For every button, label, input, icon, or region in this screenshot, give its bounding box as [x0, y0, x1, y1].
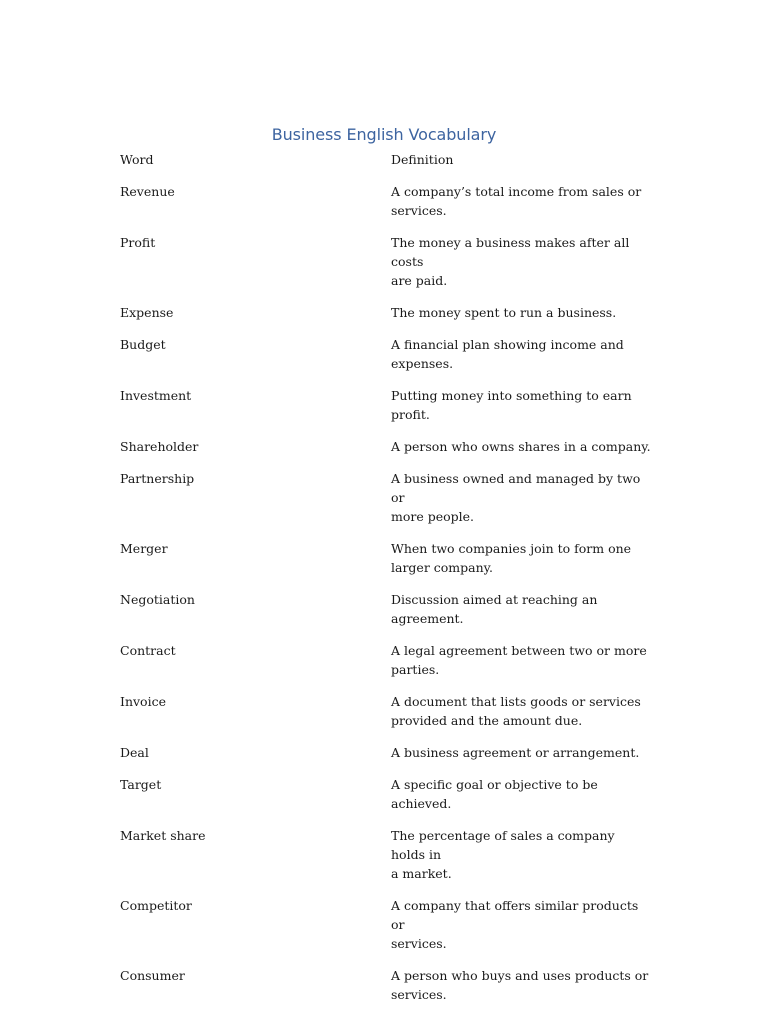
- vocabulary-definition: [391, 641, 652, 679]
- table-row: [120, 469, 652, 526]
- definition-line: profit.: [391, 407, 430, 422]
- vocabulary-definition: [391, 437, 652, 456]
- definition-line: When two companies join to form one: [391, 541, 632, 556]
- vocabulary-definition: [391, 386, 652, 424]
- definition-line: A document that lists goods or services: [391, 694, 641, 709]
- definition-line: provided and the amount due.: [391, 713, 583, 728]
- table-row: [120, 641, 652, 679]
- table-row: [120, 692, 652, 730]
- definition-line: are paid.: [391, 273, 448, 288]
- table-header-row: [120, 150, 652, 169]
- vocabulary-definition: [391, 590, 652, 628]
- vocabulary-definition: [391, 743, 652, 762]
- definition-line: A business agreement or arrangement.: [391, 745, 640, 760]
- vocabulary-word: Profit: [120, 235, 156, 250]
- table-row: [120, 233, 652, 290]
- vocabulary-definition: [391, 775, 652, 813]
- definition-line: more people.: [391, 509, 475, 524]
- vocabulary-table: [120, 150, 652, 1017]
- definition-line: The percentage of sales a company holds in: [391, 828, 615, 862]
- vocabulary-definition: [391, 896, 652, 953]
- vocabulary-word: Investment: [120, 388, 192, 403]
- definition-line: agreement.: [391, 611, 464, 626]
- table-row: [120, 182, 652, 220]
- definition-line: services.: [391, 987, 447, 1002]
- word-column-header: Word: [120, 152, 154, 167]
- vocabulary-word: Invoice: [120, 694, 166, 709]
- definition-line: A company that offers similar products or: [391, 898, 639, 932]
- vocabulary-word: Negotiation: [120, 592, 195, 607]
- table-row: [120, 539, 652, 577]
- vocabulary-word: Budget: [120, 337, 166, 352]
- definition-line: Putting money into something to earn: [391, 388, 632, 403]
- vocabulary-word: Deal: [120, 745, 149, 760]
- definition-line: A company’s total income from sales or: [391, 184, 642, 199]
- definition-line: expenses.: [391, 356, 454, 371]
- table-row: [120, 896, 652, 953]
- definition-line: A person who buys and uses products or: [391, 968, 649, 983]
- document-title: Business English Vocabulary: [271, 125, 497, 144]
- vocabulary-word: Consumer: [120, 968, 185, 983]
- vocabulary-word: Competitor: [120, 898, 192, 913]
- vocabulary-word: Merger: [120, 541, 168, 556]
- definition-line: parties.: [391, 662, 440, 677]
- table-row: [120, 303, 652, 322]
- vocabulary-entries: [120, 182, 652, 1004]
- vocabulary-definition: [391, 826, 652, 883]
- table-row: [120, 437, 652, 456]
- vocabulary-word: Expense: [120, 305, 174, 320]
- vocabulary-definition: [391, 303, 652, 322]
- definition-line: Discussion aimed at reaching an: [391, 592, 598, 607]
- table-row: [120, 335, 652, 373]
- definition-line: The money a business makes after all costs: [391, 235, 630, 269]
- definition-line: A specific goal or objective to be achieved.: [391, 777, 598, 811]
- vocabulary-word: Market share: [120, 828, 206, 843]
- table-row: [120, 775, 652, 813]
- definition-line: larger company.: [391, 560, 494, 575]
- vocabulary-definition: [391, 469, 652, 526]
- vocabulary-word: Contract: [120, 643, 176, 658]
- definition-line: A business owned and managed by two or: [391, 471, 641, 505]
- vocabulary-definition: [391, 966, 652, 1004]
- vocabulary-definition: [391, 335, 652, 373]
- vocabulary-word: Partnership: [120, 471, 195, 486]
- definition-line: services.: [391, 936, 447, 951]
- table-row: [120, 966, 652, 1004]
- definition-line: The money spent to run a business.: [391, 305, 617, 320]
- vocabulary-definition: [391, 233, 652, 290]
- vocabulary-definition: [391, 692, 652, 730]
- definition-line: services.: [391, 203, 447, 218]
- definition-line: a market.: [391, 866, 452, 881]
- vocabulary-word: Revenue: [120, 184, 175, 199]
- definition-column-header: Definition: [391, 152, 454, 167]
- definition-line: A person who owns shares in a company.: [391, 439, 651, 454]
- table-row: [120, 826, 652, 883]
- table-row: [120, 743, 652, 762]
- vocabulary-definition: [391, 182, 652, 220]
- vocabulary-definition: [391, 539, 652, 577]
- vocabulary-word: Shareholder: [120, 439, 199, 454]
- vocabulary-word: Target: [120, 777, 162, 792]
- definition-line: A legal agreement between two or more: [391, 643, 647, 658]
- definition-line: A financial plan showing income and: [391, 337, 624, 352]
- table-row: [120, 590, 652, 628]
- table-row: [120, 386, 652, 424]
